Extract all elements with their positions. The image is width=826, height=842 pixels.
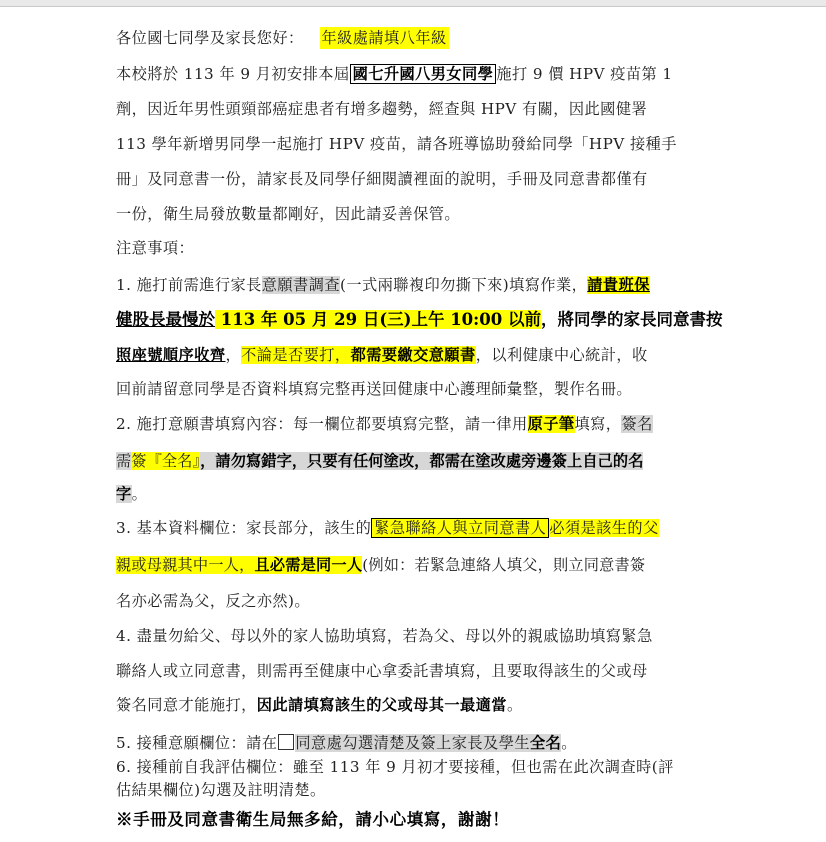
emergency-contact-box: 緊急聯絡人與立同意書人 xyxy=(371,518,549,538)
item2-line-1 xyxy=(116,413,653,435)
intro-line-4: 冊」及同意書一份，請家長及同學仔細閱讀裡面的說明，手冊及同意書都僅有 xyxy=(116,170,648,188)
item1-line-4: 回前請留意同學是否資料填寫完整再送回健康中心護理師彙整，製作名冊。 xyxy=(116,380,633,398)
item4-line-2: 聯絡人或立同意書，則需再至健康中心拿委託書填寫，且要取得該生的父或母 xyxy=(116,662,648,680)
same-person-highlight: 且必需是同一人 xyxy=(254,556,363,574)
item4-text: 。 xyxy=(506,696,523,714)
item2-line-2 xyxy=(116,450,643,472)
item2-gray: 需 xyxy=(116,452,132,470)
target-students-box: 國七升國八男女同學 xyxy=(350,64,497,84)
item1-text: (一式兩聯複印勿撕下來)填寫作業， xyxy=(339,276,588,294)
item5-text: 。 xyxy=(561,734,577,752)
item1-emphasis: 健股長最慢於 xyxy=(116,310,215,329)
intro-text: 施打 9 價 HPV 疫苗第 1 xyxy=(496,65,673,83)
item3-text: (例如：若緊急連絡人填父，則立同意書簽 xyxy=(362,556,646,574)
notes-title: 注意事項： xyxy=(116,239,195,257)
item1-highlight-bold: 都需要繳交意願書 xyxy=(350,346,476,364)
intro-line-2: 劑，因近年男性頭頸部癌症患者有增多趨勢，經查與 HPV 有關，因此國健署 xyxy=(116,100,648,118)
intro-line-3: 113 學年新增男同學一起施打 HPV 疫苗，請各班導協助發給同學「HPV 接種手 xyxy=(116,135,677,153)
ballpoint-pen-highlight: 原子筆 xyxy=(527,415,575,433)
item3-text: 3. 基本資料欄位：家長部分，該生的 xyxy=(116,519,372,537)
intro-line-1 xyxy=(116,63,673,85)
checkbox-icon xyxy=(278,734,294,750)
item3-line-2 xyxy=(116,554,645,576)
greeting-line xyxy=(116,27,449,49)
item5-gray: 同意處勾選清楚及簽上家長及學生 xyxy=(295,734,530,752)
intro-text: 本校將於 113 年 9 月初安排本屆 xyxy=(116,65,350,83)
window-top-bar xyxy=(0,0,826,7)
item1-text: ，以利健康中心統計，收 xyxy=(475,346,648,364)
item4-emphasis: 因此請填寫該生的父或母其一最適當 xyxy=(256,696,507,714)
item2-gray: 簽名 xyxy=(621,415,653,433)
item2-text: 填寫， xyxy=(574,415,622,433)
item2-text: 2. 施打意願書填寫內容：每一欄位都要填寫完整，請一律用 xyxy=(116,415,528,433)
item5-text: 5. 接種意願欄位：請在 xyxy=(116,734,278,752)
grade-note: 年級處請填八年級 xyxy=(321,29,447,47)
deadline-date: 113 年 05 月 29 日(三)上午 10:00 以前 xyxy=(215,310,541,329)
item1-line-1 xyxy=(116,274,650,296)
item6-line-1: 6. 接種前自我評估欄位：雖至 113 年 9 月初才要接種，但也需在此次調查時(評 xyxy=(116,758,674,776)
item1-text: ， xyxy=(225,346,242,364)
item5-line xyxy=(116,732,577,754)
item6-line-2: 估結果欄位)勾選及註明清楚。 xyxy=(116,781,326,799)
item2-line-3 xyxy=(116,483,147,505)
item1-emphasis: 照座號順序收齊 xyxy=(116,346,226,364)
item2-gray-bold: ，請勿寫錯字，只要有任何塗改，都需在塗改處旁邊簽上自己的名 xyxy=(200,452,644,470)
item5-gray-bold: 全名 xyxy=(529,734,562,752)
consent-survey-highlight: 意願書調查 xyxy=(261,276,340,294)
item4-line-3 xyxy=(116,694,523,716)
item1-emphasis: 請貴班保 xyxy=(587,276,650,294)
item1-text: 1. 施打前需進行家長 xyxy=(116,276,262,294)
item4-text: 簽名同意才能施打， xyxy=(116,696,257,714)
item3-line-3: 名亦必需為父，反之亦然)。 xyxy=(116,592,311,610)
item1-emphasis: ，將同學的家長同意書按 xyxy=(540,310,723,329)
item1-line-3 xyxy=(116,344,648,366)
item2-text: 。 xyxy=(131,485,148,503)
item3-highlight: 親或母親其中一人， xyxy=(116,556,255,574)
item1-highlight: 不論是否要打， xyxy=(241,346,351,364)
final-note: ※手冊及同意書衛生局無多給，請小心填寫，謝謝！ xyxy=(116,810,510,829)
item3-highlight: 必須是該生的父 xyxy=(549,519,659,537)
item4-line-1: 4. 盡量勿給父、母以外的家人協助填寫，若為父、母以外的親戚協助填寫緊急 xyxy=(116,627,653,645)
item2-gray-bold: 字 xyxy=(116,485,132,503)
full-name-highlight: 簽『全名』 xyxy=(131,452,201,470)
greeting-text: 各位國七同學及家長您好： xyxy=(116,29,304,47)
item1-line-2 xyxy=(116,309,722,331)
intro-line-5: 一份，衛生局發放數量都剛好，因此請妥善保管。 xyxy=(116,205,461,223)
item3-line-1 xyxy=(116,517,659,539)
